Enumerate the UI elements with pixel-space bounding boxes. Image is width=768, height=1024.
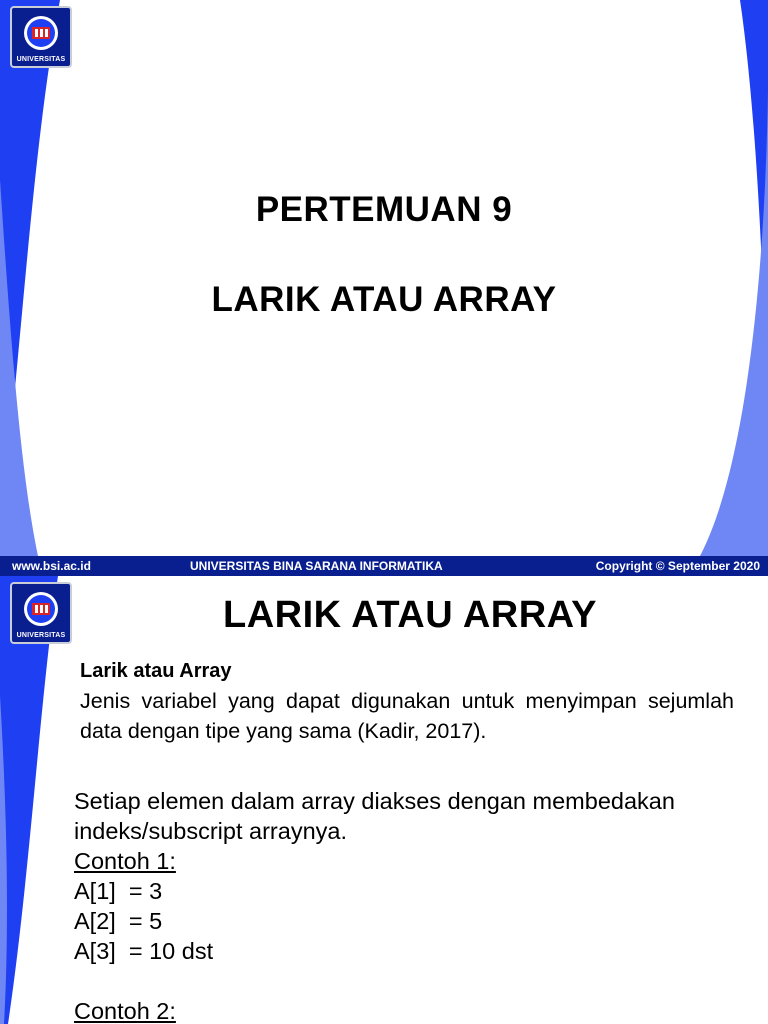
access-text-line: Setiap elemen dalam array diakses dengan membedakan xyxy=(74,788,675,814)
topic-title: LARIK ATAU ARRAY xyxy=(211,280,557,319)
spacer xyxy=(74,966,675,996)
logo-caption: UNIVERSITAS xyxy=(16,632,66,639)
example2-label: Contoh 2: xyxy=(74,998,176,1024)
content-body xyxy=(74,786,675,1024)
example1-line: A[3] = 10 dst xyxy=(74,938,214,964)
logo-caption: UNIVERSITAS xyxy=(16,56,66,63)
example1-label: Contoh 1: xyxy=(74,848,176,874)
slide-title: LARIK ATAU ARRAY xyxy=(223,594,597,636)
slide-footer xyxy=(0,556,768,576)
access-text-line: indeks/subscript arraynya. xyxy=(74,818,347,844)
footer-copyright: Copyright © September 2020 xyxy=(595,559,760,573)
university-logo xyxy=(10,6,72,68)
example1-line: A[2] = 5 xyxy=(74,908,163,934)
subheading: Larik atau Array xyxy=(80,660,232,682)
example1-line: A[1] = 3 xyxy=(74,878,163,904)
definition-paragraph: Jenis variabel yang dapat digunakan untuk menyimpan sejumlah data dengan tipe yang sama (Kadir, 2017). xyxy=(80,689,734,743)
meeting-number-title: PERTEMUAN 9 xyxy=(255,190,513,229)
content-slide xyxy=(0,576,768,1024)
footer-university: UNIVERSITAS BINA SARANA INFORMATIKA xyxy=(190,559,443,573)
footer-url: www.bsi.ac.id xyxy=(12,559,91,573)
